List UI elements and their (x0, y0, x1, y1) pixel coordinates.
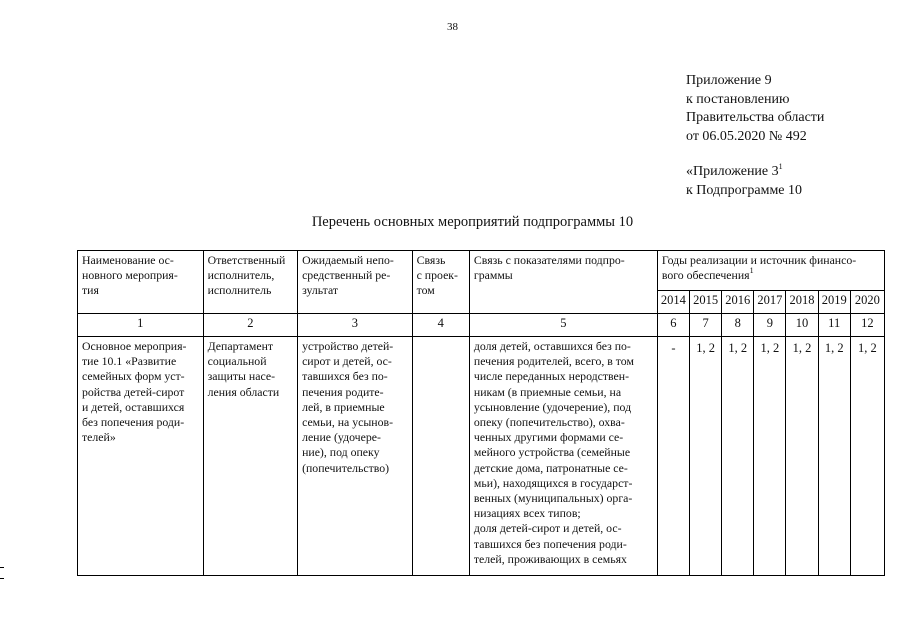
appendix-text: «Приложение 3 (686, 164, 779, 179)
header-cell: Ответственный исполнитель, исполнитель (203, 251, 297, 314)
margin-mark (0, 578, 4, 579)
column-number: 6 (657, 314, 689, 337)
column-number: 7 (689, 314, 721, 337)
year-cell: 2018 (786, 291, 818, 314)
column-number: 8 (722, 314, 754, 337)
year-value-cell: 1, 2 (722, 337, 754, 576)
year-cell: 2016 (722, 291, 754, 314)
header-text: Годы реализации и источник финансо- вого обеспечения (661, 253, 857, 283)
column-number: 10 (786, 314, 818, 337)
appendix-line: к постановлению (686, 91, 790, 107)
column-number: 11 (818, 314, 850, 337)
header-cell-years-group (657, 251, 884, 291)
header-cell: Ожидаемый непо- средственный ре- зультат (298, 251, 413, 314)
year-cell: 2014 (657, 291, 689, 314)
measure-name-cell: Основное мероприя- тие 10.1 «Развитие семейных форм уст- ройства детей-сирот и детей, оставшихся без попечения роди- телей» (78, 337, 204, 576)
indicators-link-cell: доля детей, оставшихся без по- печения родителей, всего, в том числе переданных неродствен- никам (в приемные семьи, на усыновление (удочерение), под опеку (попечительство), охва- ченных другими формами се- мейного устройства (семейные детские дома, патронатные се- мьи), находящихся в государст- венных (муниципальных) орга- низациях всех типов; доля детей-сирот и детей, ос- тавшихся без попечения роди- телей, проживающих в семьях (469, 337, 657, 576)
year-value-cell: 1, 2 (786, 337, 818, 576)
header-cell: Связь с проек- том (412, 251, 469, 314)
header-cell: Наименование ос- новного мероприя- тия (78, 251, 204, 314)
measures-table (77, 250, 885, 576)
year-value-cell: 1, 2 (850, 337, 884, 576)
column-number: 1 (78, 314, 204, 337)
year-value-cell: 1, 2 (754, 337, 786, 576)
appendix-line: Правительства области (686, 110, 825, 125)
year-cell: 2020 (850, 291, 884, 314)
appendix-line (686, 163, 824, 182)
column-number: 4 (412, 314, 469, 337)
appendix-block (686, 72, 824, 200)
year-value-cell: 1, 2 (689, 337, 721, 576)
expected-result-cell: устройство детей- сирот и детей, ос- тавшихся без по- печения родите- лей, в приемные семьи, на усынов- ление (удочере- ние), под опеку (попечительство) (298, 337, 413, 576)
year-cell: 2017 (754, 291, 786, 314)
header-cell: Связь с показателями подпро- граммы (469, 251, 657, 314)
column-number: 3 (298, 314, 413, 337)
footnote-mark: 1 (778, 162, 783, 171)
table-row (78, 337, 885, 576)
year-cell: 2015 (689, 291, 721, 314)
column-number-row (78, 314, 885, 337)
column-number: 5 (469, 314, 657, 337)
column-number: 2 (203, 314, 297, 337)
page-number: 38 (447, 21, 458, 33)
column-number: 9 (754, 314, 786, 337)
appendix-line: Приложение 9 (686, 73, 772, 88)
column-number: 12 (850, 314, 884, 337)
appendix-line: от 06.05.2020 № 492 (686, 128, 807, 144)
margin-mark (0, 567, 4, 568)
appendix-line: к Подпрограмме 10 (686, 182, 803, 198)
footnote-mark: 1 (749, 266, 754, 276)
project-link-cell (412, 337, 469, 576)
year-value-cell: 1, 2 (818, 337, 850, 576)
executor-cell: Департамент социальной защиты насе- ления области (203, 337, 297, 576)
year-value-cell: - (657, 337, 689, 576)
year-cell: 2019 (818, 291, 850, 314)
header-row (78, 251, 885, 291)
document-title: Перечень основных мероприятий подпрограммы 10 (311, 214, 634, 230)
